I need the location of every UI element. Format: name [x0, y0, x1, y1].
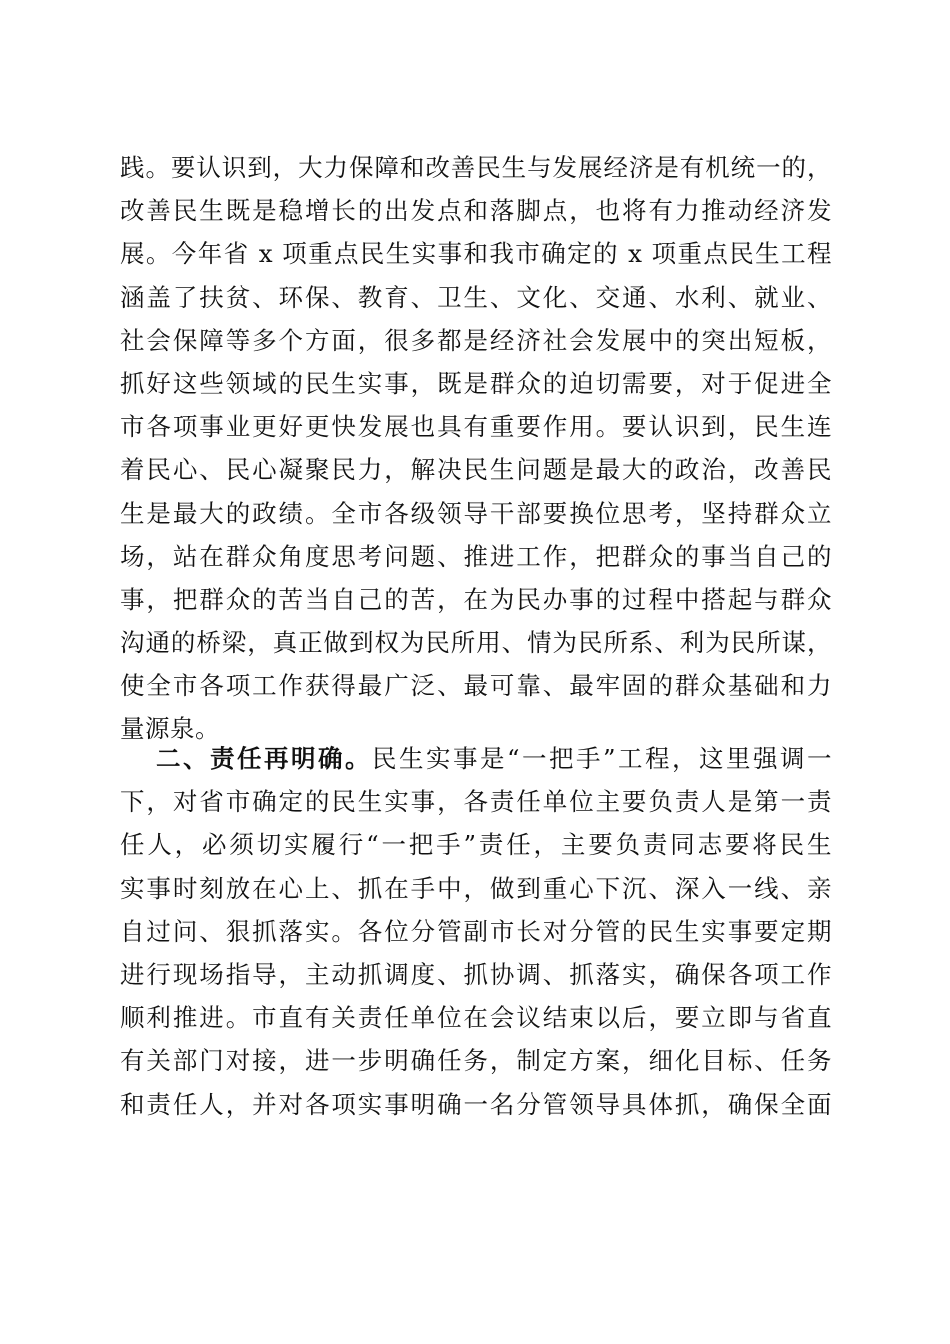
paragraph-line: 量源泉。	[120, 714, 220, 744]
paragraph-line: 任人，必须切实履行“一把手”责任，主要负责同志要将民生	[120, 830, 832, 860]
paragraph-line: 抓好这些领域的民生实事，既是群众的迫切需要，对于促进全	[120, 368, 832, 398]
paragraph-line: 着民心、民心凝聚民力，解决民生问题是最大的政治，改善民	[120, 455, 832, 485]
paragraph-line: 有关部门对接，进一步明确任务，制定方案，细化目标、任务	[120, 1046, 832, 1076]
paragraph-line: 顺利推进。市直有关责任单位在会议结束以后，要立即与省直	[120, 1003, 832, 1033]
paragraph-line: 场，站在群众角度思考问题、推进工作，把群众的事当自己的	[120, 541, 832, 571]
paragraph-line: 使全市各项工作获得最广泛、最可靠、最牢固的群众基础和力	[120, 671, 832, 701]
paragraph-line: 涵盖了扶贫、环保、教育、卫生、文化、交通、水利、就业、	[120, 282, 832, 312]
paragraph-line: 生是最大的政绩。全市各级领导干部要换位思考，坚持群众立	[120, 498, 832, 528]
paragraph-first-line	[120, 737, 832, 780]
paragraph-line: 和责任人，并对各项实事明确一名分管领导具体抓，确保全面	[120, 1089, 832, 1119]
paragraph-text: 民生实事是“一把手”工程，这里强调一	[371, 744, 832, 773]
paragraph-line: 事，把群众的苦当自己的苦，在为民办事的过程中搭起与群众	[120, 584, 832, 614]
paragraph-line: 进行现场指导，主动抓调度、抓协调、抓落实，确保各项工作	[120, 959, 832, 989]
paragraph-line: 改善民生既是稳增长的出发点和落脚点，也将有力推动经济发	[120, 196, 832, 226]
paragraph-line: 自过问、狠抓落实。各位分管副市长对分管的民生实事要定期	[120, 916, 832, 946]
paragraph-1	[120, 146, 832, 751]
paragraph-line: 下，对省市确定的民生实事，各责任单位主要负责人是第一责	[120, 787, 832, 817]
paragraph-line: 践。要认识到，大力保障和改善民生与发展经济是有机统一的，	[120, 153, 832, 182]
paragraph-line: 展。今年省 x 项重点民生实事和我市确定的 x 项重点民生工程	[120, 239, 832, 269]
paragraph-line: 社会保障等多个方面，很多都是经济社会发展中的突出短板，	[120, 325, 832, 355]
paragraph-line: 沟通的桥梁，真正做到权为民所用、情为民所系、利为民所谋，	[120, 628, 832, 658]
paragraph-2	[120, 737, 832, 1126]
paragraph-line: 实事时刻放在心上、抓在手中，做到重心下沉、深入一线、亲	[120, 873, 832, 903]
section-heading: 二、责任再明确。	[156, 744, 372, 773]
paragraph-line: 市各项事业更好更快发展也具有重要作用。要认识到，民生连	[120, 412, 832, 442]
